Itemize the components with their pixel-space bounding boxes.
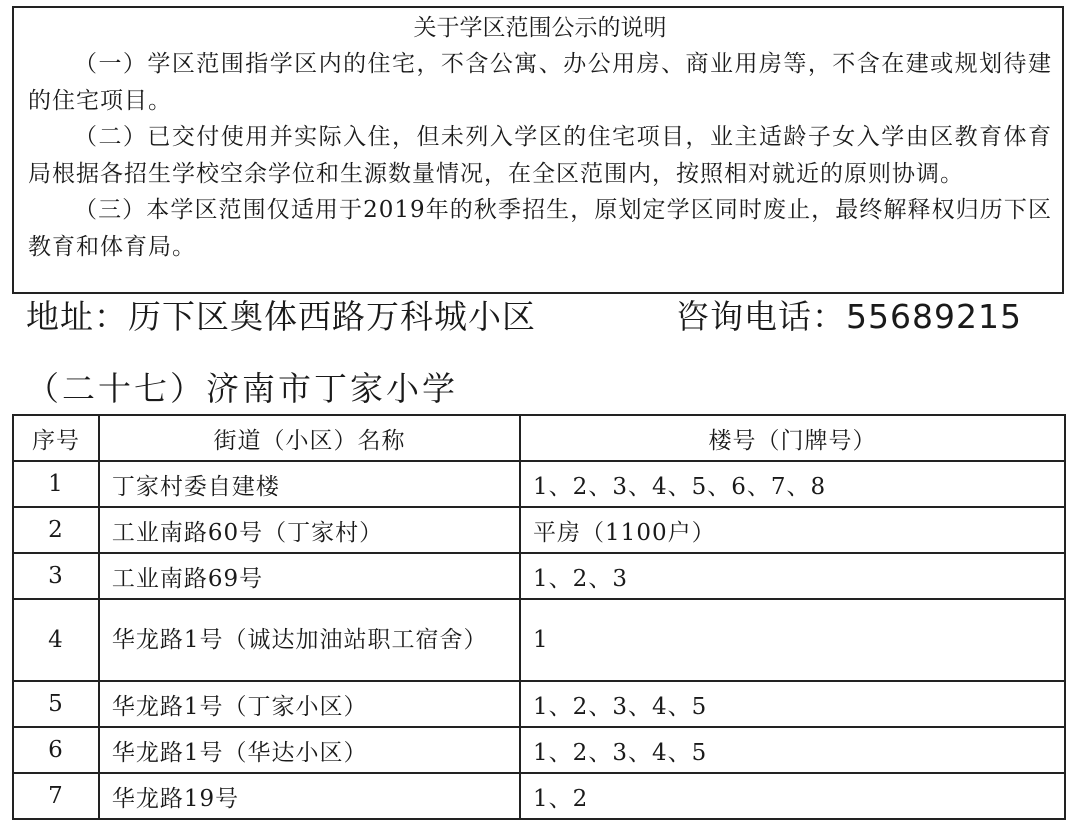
table-row — [13, 727, 1065, 773]
row-number: 3 — [13, 553, 99, 599]
table-row — [13, 599, 1065, 681]
phone-text: 咨询电话：55689215 — [676, 297, 1022, 336]
row-building-numbers: 1、2、3、4、5 — [520, 681, 1065, 727]
row-building-numbers: 1 — [520, 599, 1065, 681]
row-building-numbers: 1、2、3、4、5 — [520, 727, 1065, 773]
row-number: 7 — [13, 773, 99, 819]
row-street-name: 工业南路60号（丁家村） — [99, 507, 520, 553]
row-street-name: 工业南路69号 — [99, 553, 520, 599]
header-serial-number: 序号 — [13, 415, 99, 461]
notice-title: 关于学区范围公示的说明 — [413, 15, 667, 41]
notice-paragraph-1: （一）学区范围指学区内的住宅，不含公寓、办公用房、商业用房等，不含在建或规划待建的住宅项目。 — [28, 51, 1052, 114]
row-street-name: 华龙路19号 — [99, 773, 520, 819]
address-text: 地址：历下区奥体西路万科城小区 — [26, 297, 536, 336]
school-district-table — [12, 414, 1066, 820]
row-street-name: 华龙路1号（华达小区） — [99, 727, 520, 773]
row-street-name: 丁家村委自建楼 — [99, 461, 520, 507]
row-number: 1 — [13, 461, 99, 507]
table-row — [13, 507, 1065, 553]
row-street-name: 华龙路1号（丁家小区） — [99, 681, 520, 727]
table-header-row — [13, 415, 1065, 461]
row-building-numbers: 1、2、3、4、5、6、7、8 — [520, 461, 1065, 507]
row-building-numbers: 平房（1100户） — [520, 507, 1065, 553]
row-number: 2 — [13, 507, 99, 553]
notice-paragraph-3: （三）本学区范围仅适用于2019年的秋季招生，原划定学区同时废止，最终解释权归历下区教育和体育局。 — [28, 197, 1052, 260]
table-row — [13, 681, 1065, 727]
section-title: （二十七）济南市丁家小学 — [26, 369, 458, 408]
table-row — [13, 461, 1065, 507]
row-building-numbers: 1、2、3 — [520, 553, 1065, 599]
header-building-number: 楼号（门牌号） — [520, 415, 1065, 461]
row-number: 5 — [13, 681, 99, 727]
row-building-numbers: 1、2 — [520, 773, 1065, 819]
row-number: 6 — [13, 727, 99, 773]
notice-box — [12, 6, 1064, 294]
row-street-name: 华龙路1号（诚达加油站职工宿舍） — [99, 599, 520, 681]
notice-paragraph-2: （二）已交付使用并实际入住，但未列入学区的住宅项目，业主适龄子女入学由区教育体育局根据各招生学校空余学位和生源数量情况，在全区范围内，按照相对就近的原则协调。 — [28, 124, 1052, 187]
contact-line — [26, 292, 1066, 342]
table-row — [13, 773, 1065, 819]
table-row — [13, 553, 1065, 599]
header-street-name: 街道（小区）名称 — [99, 415, 520, 461]
row-number: 4 — [13, 599, 99, 681]
